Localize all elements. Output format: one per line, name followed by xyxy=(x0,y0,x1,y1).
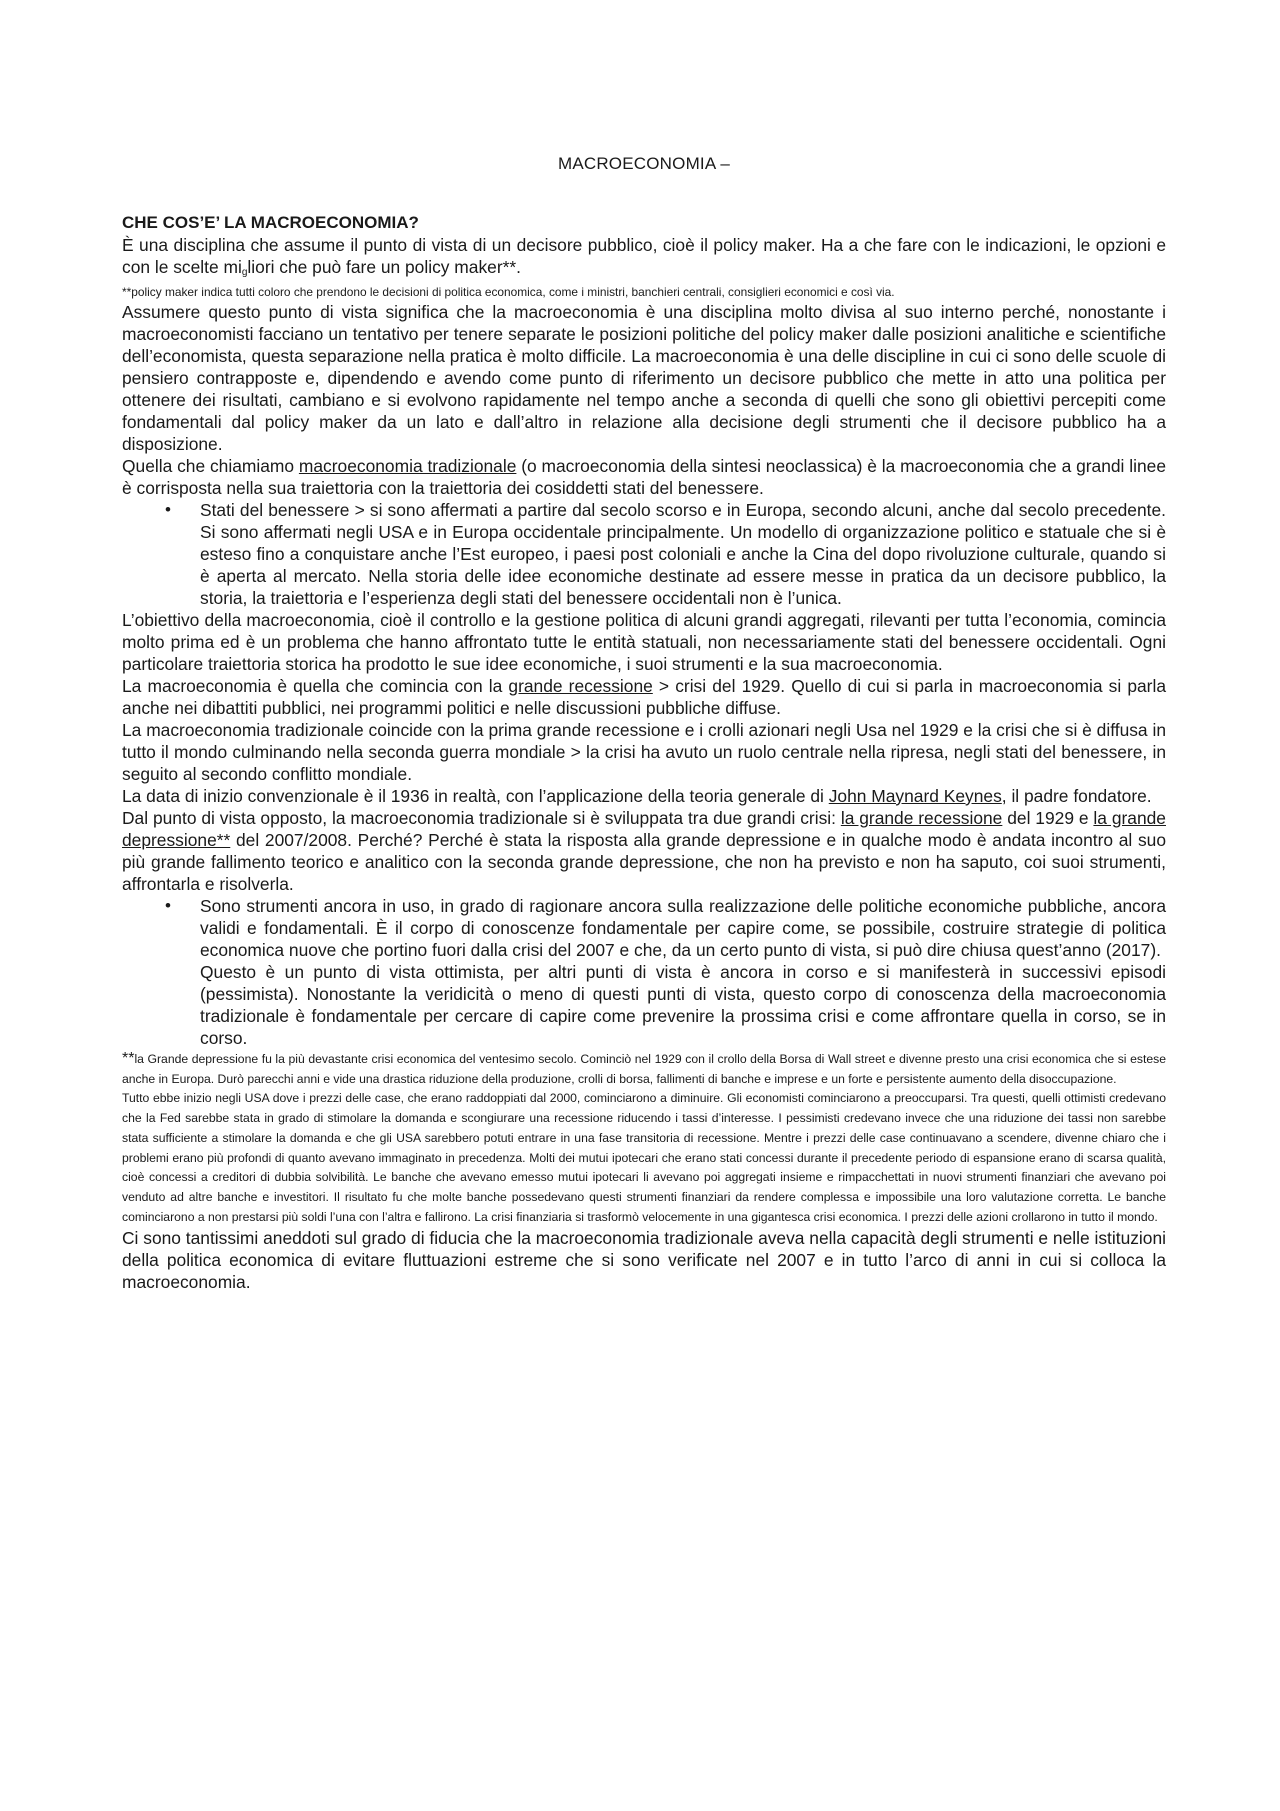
paragraph-objective: L’obiettivo della macroeconomia, cioè il controllo e la gestione politica di alcuni grandi aggregati, rilevanti per tutta l’economia, comincia molto prima ed è un problema che hanno affrontato tutte le entità statuali, non necessariamente stati del benessere occidentali. Ogni particolare traiettoria storica ha prodotto le sue idee economiche, i suoi strumenti e la sua macroeconomia. xyxy=(122,610,1166,674)
underlined-term: grande recessione xyxy=(508,676,653,696)
paragraph-keynes: La data di inizio convenzionale è il 1936 in realtà, con l’applicazione della teoria generale di John Maynard Keynes, il padre fondatore. xyxy=(122,786,1152,806)
bullet-list xyxy=(122,499,1166,609)
bullet-list xyxy=(122,895,1166,961)
list-item: • Sono strumenti ancora in uso, in grado di ragionare ancora sulla realizzazione delle politiche economiche pubbliche, ancora validi e fondamentali. È il corpo di conoscenze fondamentale per capire come, se possibile, costruire strategie di politica economica nuove che portino fuori dalla crisi del 2007 e che, da un certo punto di vista, si può dire chiusa quest’anno (2017). xyxy=(165,896,1166,960)
policy-maker-note: **policy maker indica tutti coloro che prendono le decisioni di politica economica, come i ministri, banchieri centrali, consiglieri economici e così via. xyxy=(122,285,895,299)
section-heading: CHE COS’E’ LA MACROECONOMIA? xyxy=(122,213,419,232)
paragraph-two-crises: Dal punto di vista opposto, la macroeconomia tradizionale si è sviluppata tra due grandi crisi: la grande recessione del 1929 e la grande depressione** del 2007/2008. Perché? Perché è stata la risposta alla grande depressione e in qualche modo è andata incontro al suo più grande fallimento teorico e analitico con la seconda grande depressione, che non ha previsto e non ha saputo, coi suoi strumenti, affrontarla e risolverla. xyxy=(122,808,1166,894)
paragraph-traditional-macro: Quella che chiamiamo macroeconomia tradizionale (o macroeconomia della sintesi neoclassica) è la macroeconomia che a grandi linee è corrisposta nella sua traiettoria con la traiettoria dei cosiddetti stati del benessere. xyxy=(122,456,1166,498)
paragraph-crisis-1929: La macroeconomia tradizionale coincide con la prima grande recessione e i crolli azionari negli Usa nel 1929 e la crisi che si è diffusa in tutto il mondo culminando nella seconda guerra mondiale > la crisi ha avuto un ruolo centrale nella ripresa, negli stati del benessere, in seguito al secondo conflitto mondiale. xyxy=(122,720,1166,784)
bullet-icon: • xyxy=(165,896,171,915)
paragraph-point-of-view: Assumere questo punto di vista significa che la macroeconomia è una disciplina molto divisa al suo interno perché, nonostante i macroeconomisti facciano un tentativo per tenere separate le posizioni politiche del policy maker dalle posizioni analitiche e scientifiche dell’economista, questa separazione nella pratica è molto difficile. La macroeconomia è una delle discipline in cui ci sono delle scuole di pensiero contrapposte e, dipendendo e avendo come punto di riferimento un decisore pubblico che mette in atto una politica per ottenere dei risultati, cambiano e si evolvono rapidamente nel tempo anche a seconda di quelli che sono gli obiettivi percepiti come fondamentali dal policy maker da un lato e dall’altro in relazione alla decisione degli strumenti che il decisore pubblico ha a disposizione. xyxy=(122,302,1166,454)
document-body xyxy=(122,212,1166,1293)
bullet-icon: • xyxy=(165,500,171,519)
underlined-term: la grande depressione** xyxy=(122,808,1166,850)
list-item: • Stati del benessere > si sono affermati a partire dal secolo scorso e in Europa, secondo alcuni, anche dal secolo precedente. Si sono affermati negli USA e in Europa occidentale principalmente. Un modello di organizzazione politico e statuale che si è esteso fino a conquistare anche l’Est europeo, i paesi post coloniali e anche la Cina del dopo rivoluzione culturale, quando si è aperta al mercato. Nella storia delle idee economiche destinate ad essere messe in pratica da un decisore pubblico, la storia, la traiettoria e l’esperienza degli stati del benessere occidentali non è l’unica. xyxy=(165,500,1166,608)
underlined-term: John Maynard Keynes xyxy=(828,786,1002,806)
paragraph-anecdotes: Ci sono tantissimi aneddoti sul grado di fiducia che la macroeconomia tradizionale aveva nella capacità degli strumenti e nelle istituzioni della politica economica di evitare fluttuazioni estreme che si sono verificate nel 2007 e in tutto l’arco di anni in cui si colloca la macroeconomia. xyxy=(122,1228,1167,1293)
list-item-continuation: Questo è un punto di vista ottimista, per altri punti di vista è ancora in corso e si manifesterà in successivi episodi (pessimista). Nonostante la veridicità o meno di questi punti di vista, questo corpo di conoscenza della macroeconomia tradizionale è fondamentale per cercare di capire come prevenire la prossima crisi e come affrontare quella in corso, se in corso. xyxy=(200,962,1166,1048)
paragraph-definition: È una disciplina che assume il punto di vista di un decisore pubblico, cioè il policy maker. Ha a che fare con le indicazioni, le opzioni e con le scelte $mi_gliori$ che può fare un policy maker**. xyxy=(122,235,1166,278)
footnote-great-depression: **la Grande depressione fu la più devastante crisi economica del ventesimo secolo. Cominciò nel 1929 con il crollo della Borsa di Wall street e divenne presto una crisi economica che si estese anche in Europa. Durò parecchi anni e vide una drastica riduzione della produzione, crolli di borsa, fallimenti di banche e imprese e un forte e persistente aumento della disoccupazione. xyxy=(122,1050,1166,1086)
underlined-term: la grande recessione xyxy=(840,808,1003,828)
underlined-term: macroeconomia tradizionale xyxy=(298,456,517,476)
paragraph-great-recession: La macroeconomia è quella che comincia con la grande recessione > crisi del 1929. Quello di cui si parla in macroeconomia si parla anche nei dibattiti pubblici, nei programmi politici e nelle discussioni pubbliche diffuse. xyxy=(122,676,1166,718)
page-title: MACROECONOMIA – xyxy=(557,154,731,173)
footnote-2007-crisis: Tutto ebbe inizio negli USA dove i prezzi delle case, che erano raddoppiati dal 2000, cominciarono a diminuire. Gli economisti cominciarono a preoccuparsi. Tra questi, quelli ottimisti credevano che la Fed sarebbe stata in grado di stimolare la domanda e scongiurare una recessione riducendo i tassi d’interesse. I pessimisti credevano invece che una riduzione dei tassi non sarebbe stata sufficiente a stimolare la domanda e che gli USA sarebbero potuti entrare in una fase transitoria di recessione. Mentre i prezzi delle case continuavano a scendere, divenne chiaro che i problemi erano più profondi di quanto avevano immaginato in precedenza. Molti dei mutui ipotecari che erano stati concessi durante il precedente periodo di espansione erano di scarsa qualità, cioè concessi a creditori di dubbia solvibilità. Le banche che avevano emesso mutui ipotecari li avevano poi aggregati insieme e rimpacchettati in nuovi strumenti finanziari che avevano poi venduto ad altre banche e investitori. Il risultato fu che molte banche possedevano questi strumenti finanziari da rendere complessa e impossibile una loro valutazione corretta. Le banche cominciarono a non prestarsi più soldi l’una con l’altra e fallirono. La crisi finanziaria si trasformò velocemente in una gigantesca crisi economica. I prezzi delle azioni crollarono in tutto il mondo. xyxy=(122,1091,1166,1224)
